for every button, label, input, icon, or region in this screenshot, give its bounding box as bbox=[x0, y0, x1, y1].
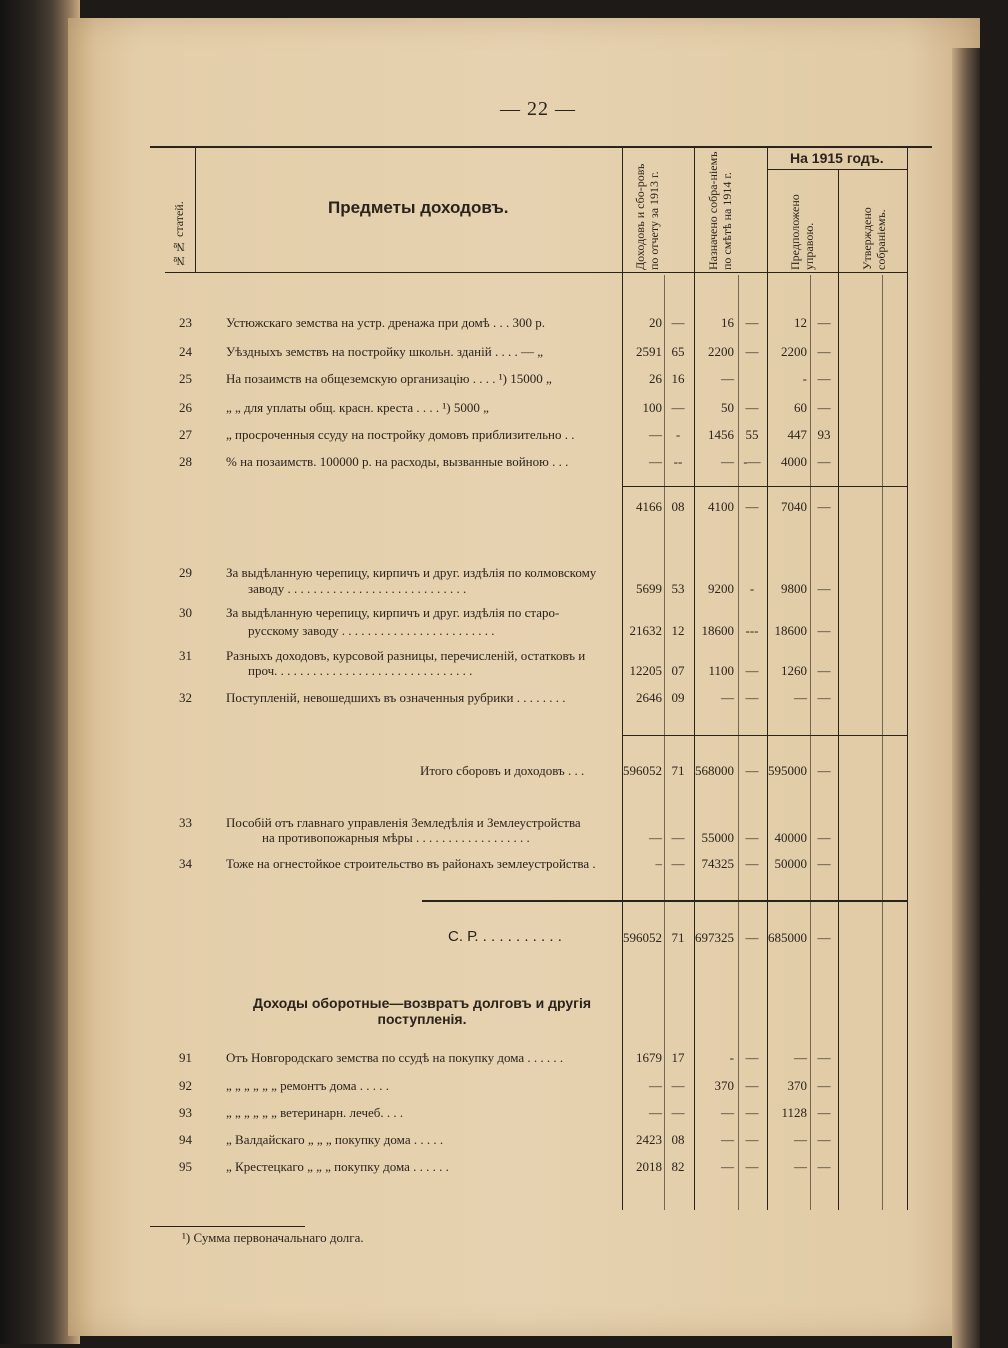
cell-1914-kop: — bbox=[745, 930, 759, 945]
cell-1914-rub: 370 bbox=[714, 1078, 734, 1093]
cell-1913-rub: 1679 bbox=[636, 1050, 662, 1065]
page-number: — 22 — bbox=[500, 98, 576, 120]
cell-1915-kop: 93 bbox=[817, 427, 831, 442]
cell-1915-rub: 1260 bbox=[781, 663, 807, 678]
document-page bbox=[68, 18, 980, 1336]
row-subject: „ „ „ „ „ „ ремонтъ дома . . . . . bbox=[226, 1078, 390, 1093]
cell-1913-rub: 21632 bbox=[629, 623, 662, 638]
cell-1915-kop: — bbox=[817, 1105, 831, 1120]
row-subject: Устюжскаго земства на устр. дренажа при домѣ . . . 300 р. bbox=[226, 315, 545, 330]
cell-1914-kop: -— bbox=[743, 454, 761, 469]
cell-1913-rub: — bbox=[649, 1105, 662, 1120]
cell-1914-rub: — bbox=[721, 454, 734, 469]
cell-1913-rub: 4166 bbox=[636, 499, 662, 514]
sr-label: С. Р. . . . . . . . . . . bbox=[448, 928, 562, 945]
cell-1913-kop: — bbox=[671, 856, 685, 871]
row-subject: За выдѣланную черепицу, кирпичъ и друг. издѣлія по колмовскому bbox=[226, 565, 597, 580]
cell-1915-rub: 4000 bbox=[781, 454, 807, 469]
cell-1913-kop: — bbox=[671, 1105, 685, 1120]
row-number: 92 bbox=[179, 1078, 192, 1093]
cell-1915-kop: — bbox=[817, 690, 831, 705]
cell-1914-rub: 1456 bbox=[708, 427, 734, 442]
cell-1915-kop: — bbox=[817, 1050, 831, 1065]
cell-1914-rub: — bbox=[721, 1159, 734, 1174]
cell-1915-kop: — bbox=[817, 763, 831, 778]
cell-1915-rub: 60 bbox=[794, 400, 807, 415]
row-subject: Поступленій, невошедшихъ въ означенныя рубрики . . . . . . . . bbox=[226, 690, 566, 705]
cell-1915-kop: — bbox=[817, 315, 831, 330]
row-subject-cont: заводу . . . . . . . . . . . . . . . . . . . . . . . . . . . . bbox=[248, 581, 467, 596]
cell-1915-kop: — bbox=[817, 663, 831, 678]
cell-1914-rub: — bbox=[721, 371, 734, 386]
total-label: Итого сборовъ и доходовъ . . . bbox=[420, 763, 585, 778]
cell-1915-rub: 595000 bbox=[768, 763, 807, 778]
cell-1914-kop: — bbox=[745, 1159, 759, 1174]
cell-1913-rub: — bbox=[649, 427, 662, 442]
cell-1914-rub: — bbox=[721, 1105, 734, 1120]
cell-1913-rub: 20 bbox=[649, 315, 662, 330]
col-rule bbox=[195, 148, 196, 272]
section-title: поступленія. bbox=[377, 1011, 467, 1027]
cell-1914-rub: 74325 bbox=[701, 856, 734, 871]
cell-1914-kop: — bbox=[745, 1050, 759, 1065]
row-subject-cont: русскому заводу . . . . . . . . . . . . . . . . . . . . . . . . bbox=[248, 623, 495, 638]
row-number: 23 bbox=[179, 315, 192, 330]
cell-1915-kop: — bbox=[817, 623, 831, 638]
row-subject: За выдѣланную черепицу, кирпичъ и друг. издѣлія по старо- bbox=[226, 605, 560, 620]
total-rule bbox=[622, 735, 907, 736]
col-rule bbox=[907, 148, 908, 1210]
cell-1915-kop: — bbox=[817, 499, 831, 514]
header-bottom-rule bbox=[165, 272, 907, 273]
cell-1914-kop: - bbox=[749, 581, 755, 596]
row-number: 94 bbox=[179, 1132, 192, 1147]
cell-1913-rub: — bbox=[649, 1078, 662, 1093]
cell-1913-kop: 82 bbox=[671, 1159, 685, 1174]
sr-rule bbox=[422, 900, 907, 902]
cell-1913-kop: 08 bbox=[671, 499, 685, 514]
row-number: 34 bbox=[179, 856, 192, 871]
cell-1915-rub: 2200 bbox=[781, 344, 807, 359]
cell-1913-rub: 26 bbox=[649, 371, 662, 386]
row-subject: „ Крестецкаго „ „ „ покупку дома . . . . . . bbox=[226, 1159, 449, 1174]
cell-1914-rub: 2200 bbox=[708, 344, 734, 359]
row-subject: На позаимств на общеземскую организацію . . . . ¹) 15000 „ bbox=[226, 371, 552, 386]
cell-1915-rub: 685000 bbox=[768, 930, 807, 945]
row-number: 25 bbox=[179, 371, 192, 386]
cell-1915-rub: — bbox=[794, 690, 807, 705]
row-number: 27 bbox=[179, 427, 192, 442]
cell-1914-rub: 4100 bbox=[708, 499, 734, 514]
row-number: 91 bbox=[179, 1050, 192, 1065]
cell-1914-rub: 1100 bbox=[708, 663, 734, 678]
col-rule bbox=[664, 275, 665, 1210]
header-col-1914: Назначено собра-ніемъ по смѣтѣ на 1914 г. bbox=[706, 151, 734, 270]
row-subject-cont: проч. . . . . . . . . . . . . . . . . . . . . . . . . . . . . . . bbox=[248, 663, 473, 678]
cell-1914-kop: — bbox=[745, 763, 759, 778]
header-col-num: №№ статей. bbox=[172, 201, 186, 268]
col-rule bbox=[838, 169, 839, 1210]
cell-1913-rub: — bbox=[649, 830, 662, 845]
cell-1915-rub: 9800 bbox=[781, 581, 807, 596]
row-number: 28 bbox=[179, 454, 192, 469]
cell-1915-rub: 1128 bbox=[781, 1105, 807, 1120]
cell-1915-kop: — bbox=[817, 930, 831, 945]
cell-1915-rub: - bbox=[802, 371, 807, 386]
cell-1913-rub: 596052 bbox=[623, 763, 662, 778]
row-number: 29 bbox=[179, 565, 192, 580]
header-col-proposed: Предположено управою. bbox=[788, 194, 816, 270]
cell-1913-kop: 08 bbox=[671, 1132, 685, 1147]
row-number: 95 bbox=[179, 1159, 192, 1174]
cell-1913-kop: — bbox=[671, 400, 685, 415]
cell-1914-kop: — bbox=[745, 1105, 759, 1120]
cell-1914-rub: 9200 bbox=[708, 581, 734, 596]
row-number: 32 bbox=[179, 690, 192, 705]
cell-1913-kop: 53 bbox=[671, 581, 685, 596]
row-subject-cont: на противопожарныя мѣры . . . . . . . . . . . . . . . . . . bbox=[262, 830, 530, 845]
cell-1914-rub: - bbox=[729, 1050, 734, 1065]
cell-1915-kop: — bbox=[817, 344, 831, 359]
cell-1915-kop: — bbox=[817, 400, 831, 415]
cell-1915-kop: — bbox=[817, 581, 831, 596]
row-number: 24 bbox=[179, 344, 192, 359]
cell-1915-rub: 18600 bbox=[774, 623, 807, 638]
row-subject: „ Валдайскаго „ „ „ покупку дома . . . . . bbox=[226, 1132, 444, 1147]
header-col-approved: Утверждено собраніемъ. bbox=[860, 207, 888, 270]
cell-1913-kop: 17 bbox=[671, 1050, 685, 1065]
cell-1915-rub: 370 bbox=[787, 1078, 807, 1093]
cell-1913-kop: — bbox=[671, 830, 685, 845]
header-year-group: На 1915 годъ. bbox=[790, 150, 884, 166]
cell-1913-rub: – bbox=[655, 856, 662, 871]
cell-1913-kop: 07 bbox=[671, 663, 685, 678]
cell-1913-kop: 09 bbox=[671, 690, 685, 705]
cell-1915-kop: — bbox=[817, 454, 831, 469]
row-subject: Пособій отъ главнаго управленія Земледѣлія и Землеустройства bbox=[226, 815, 581, 830]
cell-1913-rub: 2646 bbox=[636, 690, 662, 705]
cell-1915-rub: — bbox=[794, 1132, 807, 1147]
year-group-rule bbox=[767, 169, 907, 170]
cell-1913-kop: — bbox=[671, 1078, 685, 1093]
cell-1914-rub: 55000 bbox=[701, 830, 734, 845]
row-number: 33 bbox=[179, 815, 192, 830]
footnote-rule bbox=[150, 1226, 305, 1227]
col-rule bbox=[810, 275, 811, 1210]
row-subject: Тоже на огнестойкое строительство въ районахъ землеустройства . bbox=[226, 856, 596, 871]
cell-1914-rub: — bbox=[721, 690, 734, 705]
row-number: 26 bbox=[179, 400, 192, 415]
cell-1914-rub: 568000 bbox=[695, 763, 734, 778]
row-number: 31 bbox=[179, 648, 192, 663]
row-subject: „ просроченныя ссуду на постройку домовъ приблизительно . . bbox=[226, 427, 575, 442]
cell-1914-kop: — bbox=[745, 856, 759, 871]
header-col-1913: Доходовъ и сбо-ровъ по отчету за 1913 г. bbox=[633, 163, 661, 270]
cell-1914-rub: 16 bbox=[721, 315, 734, 330]
row-subject: Отъ Новгородскаго земства по ссудѣ на покупку дома . . . . . . bbox=[226, 1050, 564, 1065]
cell-1914-kop: — bbox=[745, 400, 759, 415]
cell-1913-kop: 12 bbox=[671, 623, 685, 638]
page-edge bbox=[952, 48, 980, 1348]
cell-1913-kop: 65 bbox=[671, 344, 685, 359]
cell-1913-kop: 71 bbox=[671, 930, 685, 945]
section-title: Доходы оборотные—возвратъ долговъ и другія bbox=[252, 995, 592, 1011]
cell-1913-rub: 12205 bbox=[629, 663, 662, 678]
cell-1915-rub: 40000 bbox=[774, 830, 807, 845]
cell-1913-rub: 2591 bbox=[636, 344, 662, 359]
cell-1915-kop: — bbox=[817, 856, 831, 871]
cell-1915-rub: 12 bbox=[794, 315, 807, 330]
cell-1915-kop: — bbox=[817, 1078, 831, 1093]
row-number: 30 bbox=[179, 605, 192, 620]
cell-1913-rub: 100 bbox=[642, 400, 662, 415]
cell-1914-kop: — bbox=[745, 499, 759, 514]
subtotal-rule bbox=[622, 486, 907, 487]
footnote: ¹) Сумма первоначальнаго долга. bbox=[182, 1230, 364, 1245]
cell-1914-rub: — bbox=[721, 1132, 734, 1147]
cell-1914-rub: 18600 bbox=[701, 623, 734, 638]
row-subject: % на позаимств. 100000 р. на расходы, вызванные войною . . . bbox=[226, 454, 569, 469]
cell-1913-kop: 71 bbox=[671, 763, 685, 778]
cell-1913-rub: 2018 bbox=[636, 1159, 662, 1174]
cell-1913-kop: — bbox=[671, 315, 685, 330]
row-subject: Уѣздныхъ земствъ на постройку школьн. зданій . . . . — „ bbox=[226, 344, 543, 359]
table-top-rule bbox=[150, 146, 932, 148]
cell-1914-kop: — bbox=[745, 830, 759, 845]
cell-1914-kop: — bbox=[745, 315, 759, 330]
col-rule bbox=[882, 275, 883, 1210]
cell-1914-kop: — bbox=[745, 344, 759, 359]
cell-1913-rub: 2423 bbox=[636, 1132, 662, 1147]
cell-1914-rub: 697325 bbox=[695, 930, 734, 945]
cell-1914-rub: 50 bbox=[721, 400, 734, 415]
cell-1914-kop: --- bbox=[745, 623, 759, 638]
cell-1913-kop: - bbox=[675, 427, 681, 442]
row-subject: „ „ для уплаты общ. красн. креста . . . . ¹) 5000 „ bbox=[226, 400, 489, 415]
cell-1913-rub: 596052 bbox=[623, 930, 662, 945]
row-subject: „ „ „ „ „ „ ветеринарн. лечеб. . . . bbox=[226, 1105, 404, 1120]
cell-1913-rub: — bbox=[649, 454, 662, 469]
cell-1913-kop: 16 bbox=[671, 371, 685, 386]
cell-1914-kop: — bbox=[745, 690, 759, 705]
cell-1913-rub: 5699 bbox=[636, 581, 662, 596]
cell-1914-kop: — bbox=[745, 1078, 759, 1093]
col-rule bbox=[738, 275, 739, 1210]
cell-1915-kop: — bbox=[817, 830, 831, 845]
cell-1915-kop: — bbox=[817, 371, 831, 386]
cell-1914-kop: 55 bbox=[745, 427, 759, 442]
header-col-subject: Предметы доходовъ. bbox=[328, 198, 509, 217]
cell-1914-kop: — bbox=[745, 663, 759, 678]
cell-1915-rub: 447 bbox=[787, 427, 807, 442]
cell-1915-rub: 7040 bbox=[781, 499, 807, 514]
row-number: 93 bbox=[179, 1105, 192, 1120]
row-subject: Разныхъ доходовъ, курсовой разницы, перечисленій, остатковъ и bbox=[226, 648, 586, 663]
cell-1913-kop: -- bbox=[673, 454, 683, 469]
cell-1915-rub: — bbox=[794, 1050, 807, 1065]
cell-1914-kop: — bbox=[745, 1132, 759, 1147]
cell-1915-kop: — bbox=[817, 1159, 831, 1174]
cell-1915-kop: — bbox=[817, 1132, 831, 1147]
cell-1915-rub: — bbox=[794, 1159, 807, 1174]
cell-1915-rub: 50000 bbox=[774, 856, 807, 871]
